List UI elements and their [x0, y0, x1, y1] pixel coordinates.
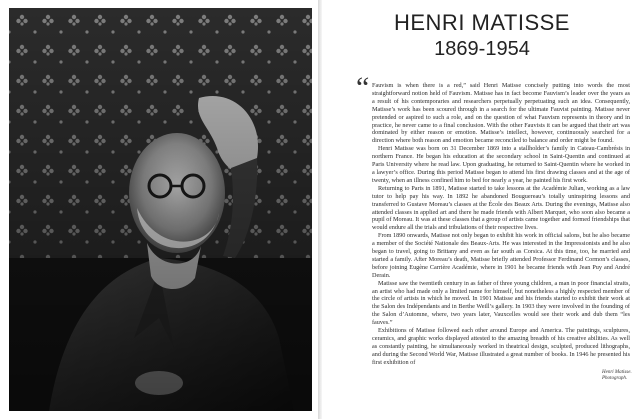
paragraph: Fauvism is when there is a red,” said Henri Matisse concisely putting into words the most straightforward notion held of Fauvism. Matisse has in fact become Fauvism’s leader over the years as a result of his contemporaries and researchers perpetually perpetuating such an idea. Consequently, Matisse’s work has been scoured through in a search for the ultimate Fauvist painting. Matisse never pretended or aspired to such a role, and on the question of what Fauvism represents in theory and in practice, he never came to a final conclusion. With the other Fauvists it can be argued that their art was dominated by either reason or emotion. Matisse’s intellect, however, continuously searched for a direction where both reason and emotion became reconciled to balance and order might be found.	[372, 82, 630, 145]
text-page	[324, 0, 640, 419]
artist-years: 1869-1954	[434, 38, 530, 60]
opening-quote-mark: “	[356, 71, 370, 104]
caption-line: Henri Matisse.	[602, 370, 632, 375]
paragraph: From 1890 onwards, Matisse not only began to exhibit his work in official salons, but he also became a member of the Société Nationale des Beaux-Arts. He was interested in the Impressionists and he also began to travel, going to Brittany and even as far south as Corsica. At this time, too, he married and started a family. After Moreau’s death, Matisse briefly attended Professor Ferdinand Cormon’s classes, before joining Eugène Carrière Académie, where in 1901 he became friends with Jean Puy and André Derain.	[372, 232, 630, 279]
page-gutter	[318, 0, 322, 419]
paragraph: Exhibitions of Matisse followed each other around Europe and America. The paintings, sculptures, ceramics, and graphic works displayed attested to the amazing breadth of his creative abilities. As well as constantly painting, he simultaneously worked in theatrical design, sculpted, produced lithographs, and during the Second World War, Matisse illustrated a great number of books. In 1946 he presented his first exhibition of	[372, 327, 630, 366]
caption-line: Photograph.	[602, 376, 628, 381]
portrait-photograph	[9, 8, 312, 411]
artist-name: HENRI MATISSE	[393, 10, 570, 35]
paragraph: Returning to Paris in 1891, Matisse started to take lessons at the Académie Julian, working as a law tutor to help pay his way. In 1892 he abandoned Bouguereau’s totally uninspiring lessons and transferred to Gustave Moreau’s classes at the École des Beaux Arts. During the evenings, Matisse also attended classes in applied art and there he made friends with Albert Marquet, who soon also became a pupil of Moreau. It was at these classes that a group of artists came together and formed friendships that would endure all the trials and tribulations of their respective lives.	[372, 184, 630, 232]
paragraph: Matisse saw the twentieth century in as father of three young children, a man in poor financial straits, an artist who had made only a limited name for himself, but nonetheless a highly respected member of the circle of artists in which he moved. In 1901 Matisse and his friends started to exhibit their work at the Salon des Indépendants and in Berthe Weill’s gallery. In 1903 they were involved in the founding of the Salon d’Automne, where, two years later, Vauxcelles would see their work and dub them “les fauves.”	[372, 279, 630, 327]
paragraph: Henri Matisse was born on 31 December 1869 into a stallholder’s family in Cateau-Cambrésis in northern France. He began his education at the secondary school in Saint-Quentin and continued at Paris University where he read law. Upon graduating, he returned to Saint-Quentin where he worked in a lawyer’s office. During this period Matisse began to attend his first drawing classes and at the age of twenty, when an illness confined him to bed for nearly a year, he painted his first work.	[372, 145, 630, 184]
photo-caption	[602, 370, 636, 382]
portrait-image	[9, 8, 312, 411]
biography-text	[372, 82, 630, 414]
